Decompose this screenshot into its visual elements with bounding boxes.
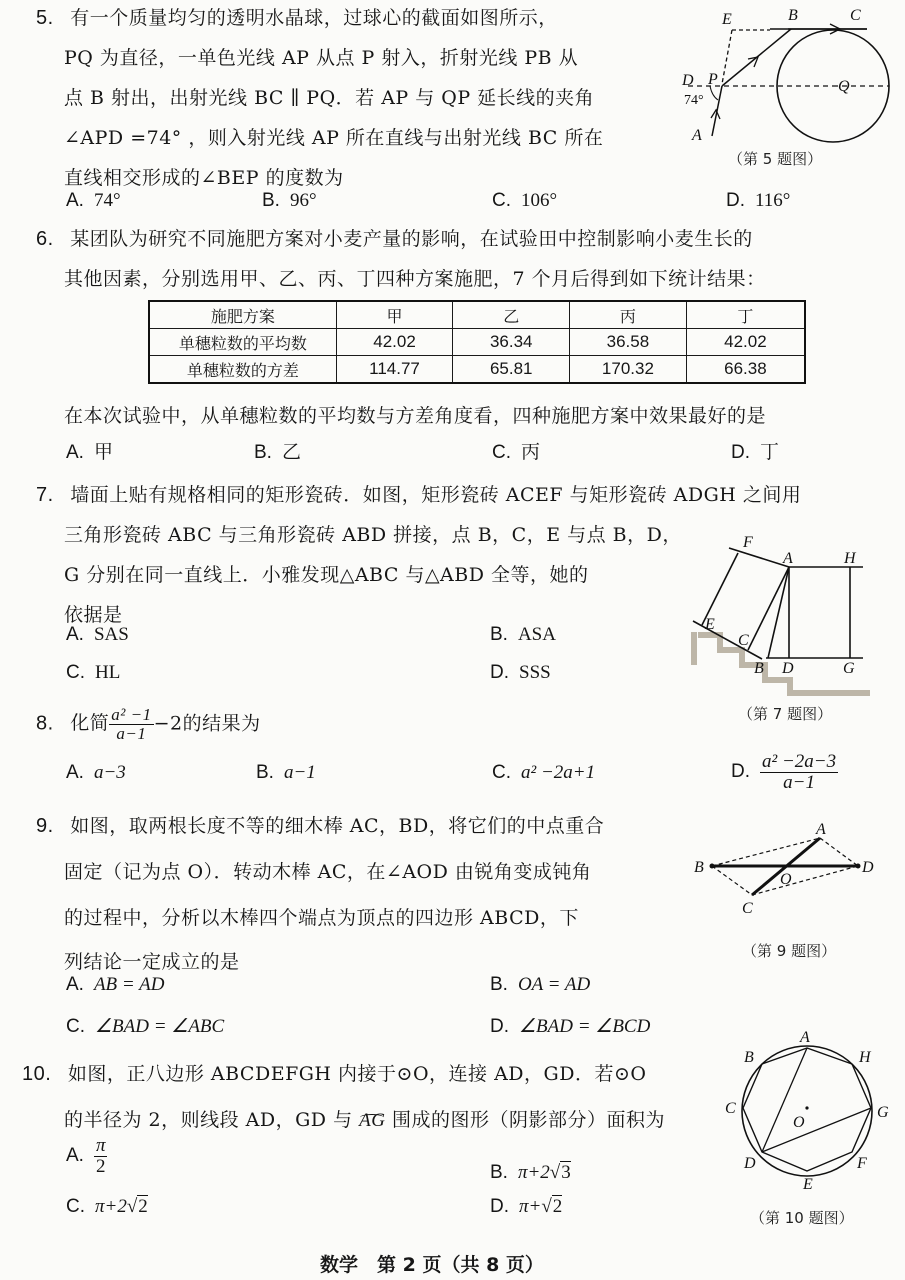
- svg-text:B: B: [694, 859, 704, 876]
- option-d[interactable]: D. 丁: [731, 442, 780, 463]
- table-cell: 42.02: [686, 329, 805, 356]
- svg-text:B: B: [744, 1049, 754, 1066]
- point-label: E: [722, 11, 732, 28]
- table-cell: 42.02: [336, 329, 453, 356]
- question-text-line: 的半径为 2，则线段 AD，GD 与 AG 围成的图形（阴影部分）面积为: [64, 1109, 665, 1131]
- table-cell: 单穗粒数的平均数: [149, 329, 336, 356]
- figure-caption: （第 9 题图）: [742, 942, 837, 960]
- svg-text:74°: 74°: [684, 93, 704, 108]
- svg-text:B: B: [754, 660, 764, 677]
- option-c[interactable]: C. a² −2a+1: [492, 762, 596, 783]
- table-cell: 114.77: [336, 356, 453, 384]
- question-text-line: 如图，正八边形 ABCDEFGH 内接于⊙O，连接 AD，GD．若⊙O: [67, 1063, 647, 1085]
- sqrt-icon: √: [541, 1196, 552, 1217]
- figure-q9-sticks-diagram: [680, 820, 905, 930]
- svg-text:H: H: [859, 1049, 871, 1066]
- table-row: [149, 329, 805, 356]
- svg-text:G: G: [843, 660, 855, 677]
- option-d[interactable]: D. SSS: [490, 662, 551, 683]
- svg-text:D: D: [862, 859, 874, 876]
- table-header-cell: 施肥方案: [149, 301, 336, 329]
- table-cell: 36.34: [453, 329, 570, 356]
- option-a[interactable]: A. 甲: [66, 442, 113, 463]
- table-cell: 170.32: [570, 356, 687, 384]
- question-text-line: ∠APD =74° ，则入射光线 AP 所在直线与出射光线 BC 所在: [64, 127, 604, 149]
- question-text-line: 如图，取两根长度不等的细木棒 AC，BD，将它们的中点重合: [70, 815, 605, 837]
- option-a[interactable]: A. a−3: [66, 762, 126, 783]
- option-c[interactable]: C. 丙: [492, 442, 541, 463]
- question-text-line: G 分别在同一直线上．小雅发现△ABC 与△ABD 全等，她的: [64, 564, 589, 586]
- table-row: [149, 356, 805, 384]
- question-number: 6.: [36, 228, 54, 250]
- table-cell: 单穗粒数的方差: [149, 356, 336, 384]
- question-text-line: 其他因素，分别选用甲、乙、丙、丁四种方案施肥，7 个月后得到如下统计结果：: [64, 268, 766, 290]
- figure-caption: （第 7 题图）: [738, 705, 833, 723]
- question-text-suffix: −2的结果为: [153, 712, 261, 735]
- question-text-line: 墙面上贴有规格相同的矩形瓷砖．如图，矩形瓷砖 ACEF 与矩形瓷砖 ADGH 之间用: [70, 484, 802, 506]
- svg-text:A: A: [816, 821, 826, 838]
- option-b[interactable]: B. 96°: [262, 190, 317, 211]
- point-label: P: [708, 71, 718, 88]
- question-text-line: 点 B 射出，出射光线 BC ∥ PQ．若 AP 与 QP 延长线的夹角: [64, 87, 595, 109]
- question-number: 7.: [36, 484, 54, 506]
- point-label: C: [850, 7, 861, 24]
- fraction-expression: $\frac{\text{a² −1}}{a-1}$: [111, 705, 152, 743]
- point-label: B: [788, 7, 798, 24]
- option-a[interactable]: A. $\frac{\pi}{2}$: [66, 1135, 106, 1177]
- fraction-expression: $\frac{\pi}{2}$: [95, 1135, 106, 1177]
- option-c[interactable]: C. ∠BAD = ∠ABC: [66, 1016, 225, 1037]
- table-header-row: [149, 301, 805, 329]
- question-text-line: 某团队为研究不同施肥方案对小麦产量的影响，在试验田中控制影响小麦生长的: [70, 228, 753, 250]
- table-header-cell: 丙: [570, 301, 687, 329]
- figure-q5-crystal-ball-diagram: [680, 0, 905, 150]
- option-c[interactable]: C. 106°: [492, 190, 558, 211]
- svg-text:C: C: [742, 900, 753, 917]
- svg-text:A: A: [783, 550, 793, 567]
- svg-text:D: D: [744, 1155, 756, 1172]
- option-b[interactable]: B. OA = AD: [490, 974, 591, 995]
- figure-q7-tile-diagram: [680, 515, 905, 700]
- question-number: 8.: [36, 712, 54, 735]
- svg-text:O: O: [793, 1114, 805, 1131]
- question-text-line: 有一个质量均匀的透明水晶球，过球心的截面如图所示，: [70, 7, 558, 29]
- question-number: 5.: [36, 7, 54, 29]
- svg-text:C: C: [725, 1100, 736, 1117]
- option-a[interactable]: A. AB = AD: [66, 974, 165, 995]
- svg-text:F: F: [743, 534, 753, 551]
- svg-text:C: C: [738, 632, 749, 649]
- svg-text:E: E: [705, 616, 715, 633]
- figure-caption: （第 10 题图）: [750, 1209, 854, 1227]
- point-label: Q: [838, 78, 850, 95]
- svg-text:H: H: [844, 550, 856, 567]
- option-c[interactable]: C. HL: [66, 662, 121, 683]
- question-text-line: 列结论一定成立的是: [64, 951, 240, 973]
- option-d[interactable]: D. $\frac{\text{a² −2a−3}}{a-1}$: [731, 751, 837, 793]
- question-text-line: 三角形瓷砖 ABC 与三角形瓷砖 ABD 拼接，点 B，C，E 与点 B，D，: [64, 524, 682, 546]
- figure-caption: （第 5 题图）: [728, 150, 823, 168]
- option-d[interactable]: D. π+√2: [490, 1196, 563, 1217]
- svg-text:E: E: [803, 1176, 813, 1193]
- svg-text:O: O: [780, 871, 792, 888]
- option-a[interactable]: A. 74°: [66, 190, 121, 211]
- question-text-line: 在本次试验中，从单穗粒数的平均数与方差角度看，四种施肥方案中效果最好的是: [64, 405, 767, 427]
- question-text-line: 依据是: [64, 604, 123, 626]
- option-b[interactable]: B. 乙: [254, 442, 301, 463]
- svg-text:A: A: [800, 1029, 810, 1046]
- table-header-cell: 乙: [453, 301, 570, 329]
- question-text-line: 固定（记为点 O）．转动木棒 AC，在∠AOD 由锐角变成钝角: [64, 861, 592, 883]
- sqrt-icon: √: [549, 1162, 561, 1183]
- option-d[interactable]: D. 116°: [726, 190, 791, 211]
- table-cell: 66.38: [686, 356, 805, 384]
- question-number: 10.: [22, 1063, 52, 1085]
- arc-ag: AG: [359, 1110, 386, 1131]
- table-header-cell: 甲: [336, 301, 453, 329]
- figure-q10-octagon-diagram: [700, 1022, 905, 1197]
- table-header-cell: 丁: [686, 301, 805, 329]
- question-text-line: 直线相交形成的∠BEP 的度数为: [64, 167, 344, 189]
- table-cell: 36.58: [570, 329, 687, 356]
- question-number: 9.: [36, 815, 54, 837]
- svg-text:D: D: [782, 660, 794, 677]
- question-text-line: PQ 为直径，一单色光线 AP 从点 P 射入，折射光线 PB 从: [64, 47, 579, 69]
- fraction-expression: $\frac{\text{a² −2a−3}}{a-1}$: [762, 751, 837, 793]
- page-footer: 数学 第 2 页（共 8 页）: [320, 1254, 544, 1276]
- svg-text:F: F: [857, 1155, 867, 1172]
- question-text-line: 的过程中，分析以木棒四个端点为顶点的四边形 ABCD，下: [64, 907, 579, 929]
- fertilizer-stats-table: [148, 300, 806, 384]
- table-cell: 65.81: [453, 356, 570, 384]
- option-c[interactable]: C. π+2√2: [66, 1196, 148, 1217]
- question-text-prefix: 化简: [70, 712, 110, 735]
- option-b[interactable]: B. ASA: [490, 624, 556, 645]
- point-label: A: [692, 127, 702, 144]
- point-label: D: [682, 72, 694, 89]
- option-b[interactable]: B. a−1: [256, 762, 316, 783]
- option-a[interactable]: A. SAS: [66, 624, 129, 645]
- sqrt-icon: √: [126, 1196, 138, 1217]
- svg-text:G: G: [877, 1104, 889, 1121]
- option-d[interactable]: D. ∠BAD = ∠BCD: [490, 1016, 651, 1037]
- option-b[interactable]: B. π+2√3: [490, 1162, 571, 1183]
